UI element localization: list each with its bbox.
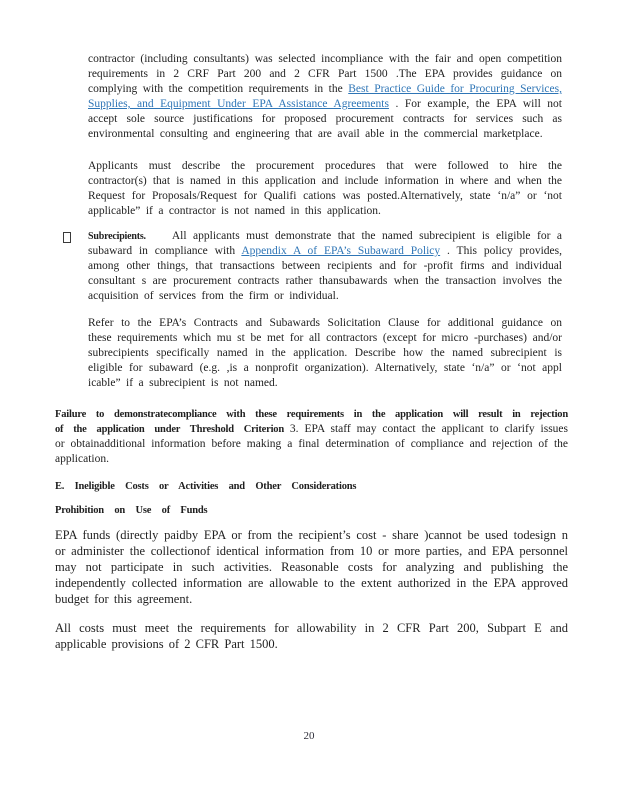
link-best-practice-guide[interactable]: Best Practice Guide for Procuring Services, Supplies, and Equipment Under EPA Assistance Agreements <box>88 83 562 110</box>
bullet-text-before: All applicants must demonstrate that the named subrecipient is eligible for a subaward in compliance with <box>88 230 562 257</box>
link-appendix-a-subaward-policy[interactable]: Appendix A of EPA’s Subaward Policy <box>241 245 441 257</box>
bullet-square-icon <box>63 232 71 243</box>
paragraph-contractor <box>88 52 562 142</box>
paragraph-failure-regular: 3. EPA staff may contact the applicant to clarify issues or obtainadditional information before making a final determination of compliance and rejection of the application. <box>55 423 568 465</box>
bullet-text-after: . This policy provides, among other things, that transactions between recipients and for -profit firms and individual consultant s are procurement contracts rather thansubawards when the transaction involves the acquisition of services from the firm or individual. <box>88 245 562 302</box>
bullet-label-subrecipients: Subrecipients. <box>88 231 146 242</box>
paragraph-applicants: Applicants must describe the procurement procedures that were followed to hire the contractor(s) that is named in this application and include information in where and when the Request for Proposals/Request for Qualifi cations was posted.Alternatively, state ‘n/a” or ‘not applicable” if a contractor is not named in this application. <box>88 160 562 217</box>
paragraph-contractor-text-after: . For example, the EPA will not accept sole source justifications for proposed procurement contracts for services such as environmental consulting and engineering that are avail able in the commercial marketplace. <box>88 98 562 140</box>
paragraph-refer: Refer to the EPA’s Contracts and Subawards Solicitation Clause for additional guidance on these requirements which mu st be met for all contractors (except for micro -purchases) and/or subrecipients specifically named in the application. Describe how the named subrecipient is eligible for subaward (e.g. ,is a nonprofit organization). Alternatively, state ‘n/a” or ‘not appl icable” if a subrecipient is not named. <box>88 317 562 389</box>
paragraph-failure-bold: Failure to demonstratecompliance with these requirements in the application will result in rejection of the application under Threshold Criterion <box>55 409 568 435</box>
paragraph-failure <box>55 407 568 467</box>
heading-prohibition-use-of-funds: Prohibition on Use of Funds <box>55 505 208 516</box>
page-number: 20 <box>303 730 315 742</box>
page-content <box>55 52 568 652</box>
paragraph-epa-funds: EPA funds (directly paidby EPA or from the recipient’s cost - share )cannot be used todesign n or administer the collectionof identical information from 10 or more parties, and EPA personnel may not participate in such activities. Reasonable costs for analyzing and publishing the independently collected information are allowable to the extent authorized in the EPA approved budget for this agreement. <box>55 528 568 606</box>
paragraph-contractor-text-before: contractor (including consultants) was selected incompliance with the fair and open competition requirements in 2 CRF Part 200 and 2 CFR Part 1500 .The EPA provides guidance on complying with the competition requirements in the <box>88 53 562 95</box>
bullet-item-subrecipients <box>88 229 562 304</box>
paragraph-all-costs: All costs must meet the requirements for allowability in 2 CFR Part 200, Subpart E and applicable provisions of 2 CFR Part 1500. <box>55 621 568 651</box>
heading-ineligible-costs: E. Ineligible Costs or Activities and Other Considerations <box>55 481 357 492</box>
